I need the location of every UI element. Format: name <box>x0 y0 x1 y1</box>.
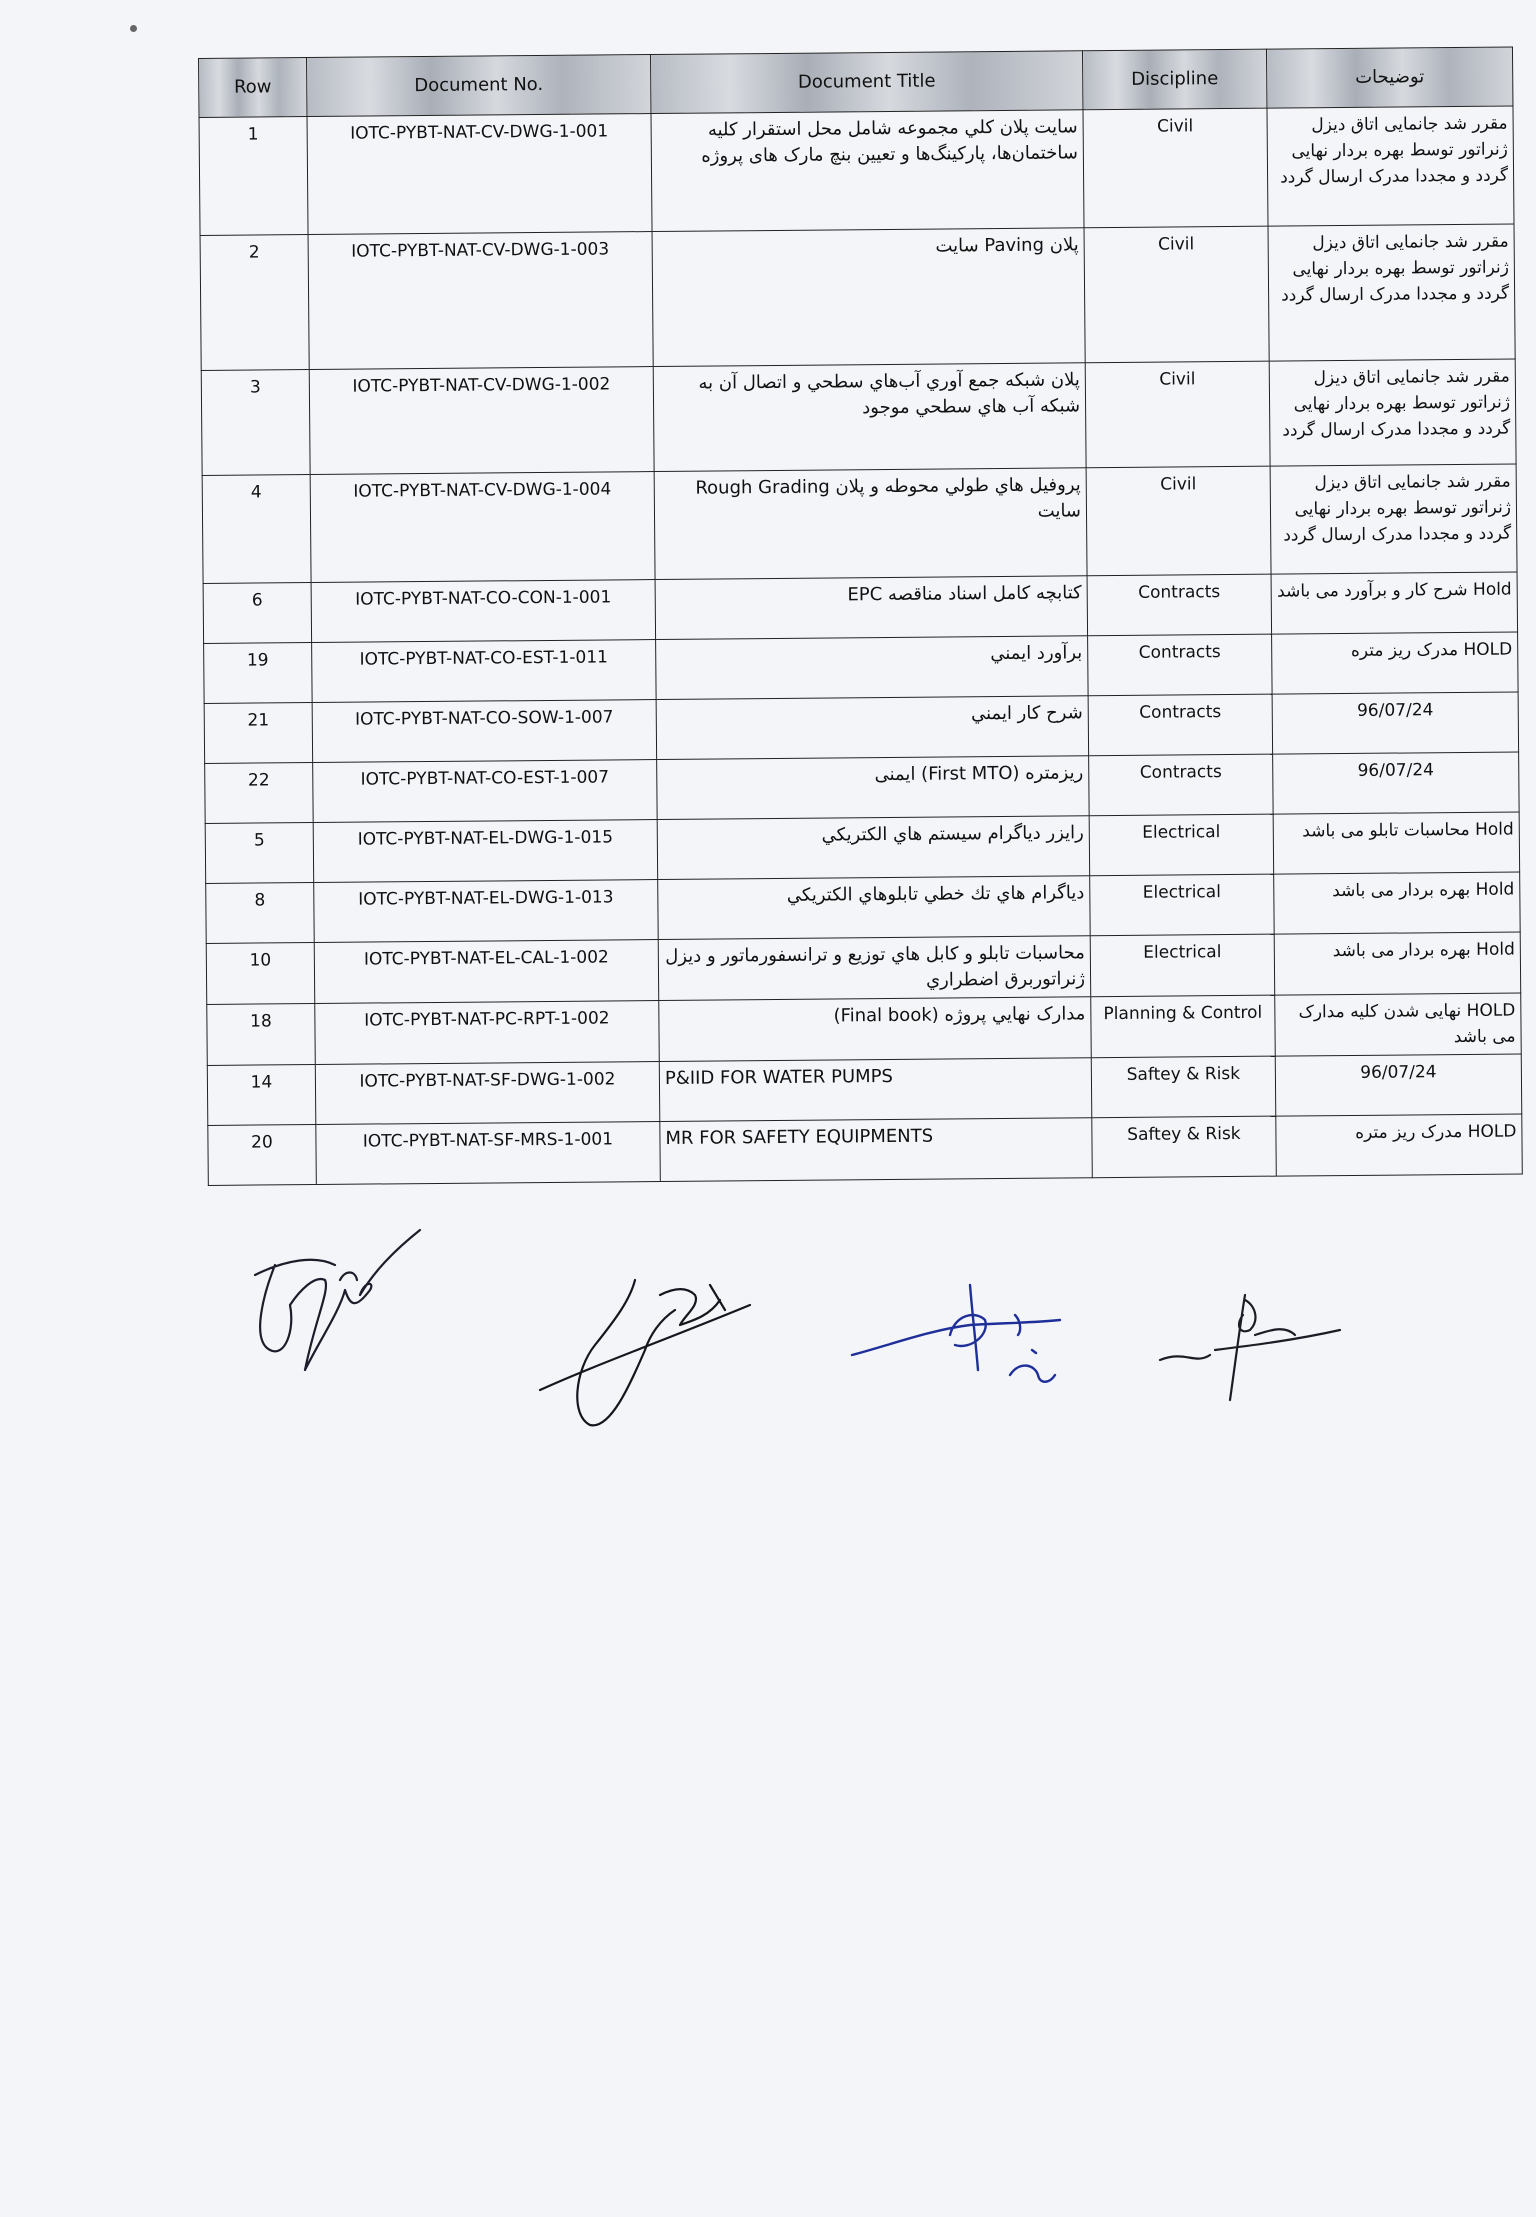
table-row <box>208 1114 1522 1185</box>
document-number: IOTC-PYBT-NAT-CV-DWG-1-004 <box>310 472 655 583</box>
signature-stroke <box>540 1280 750 1425</box>
document-title: رایزر دیاگرام سیستم هاي الکتریکي <box>657 816 1090 880</box>
signature-stroke <box>255 1230 420 1370</box>
document-title: دیاگرام هاي تك خطي تابلوهاي الکتریکي <box>658 876 1091 940</box>
row-number: 19 <box>204 643 313 704</box>
document-number: IOTC-PYBT-NAT-CO-CON-1-001 <box>311 580 656 643</box>
table-row <box>200 224 1515 370</box>
remarks: Hold بهره بردار می باشد <box>1274 872 1521 934</box>
discipline: Civil <box>1083 108 1268 228</box>
discipline: Contracts <box>1088 634 1273 696</box>
discipline: Contracts <box>1087 574 1272 636</box>
row-number: 5 <box>205 823 314 884</box>
discipline: Saftey & Risk <box>1091 1056 1276 1118</box>
discipline: Electrical <box>1090 874 1275 936</box>
row-number: 3 <box>201 370 310 476</box>
remarks: Hold شرح کار و برآورد می باشد <box>1271 572 1518 634</box>
row-number: 18 <box>207 1004 316 1066</box>
document-title: پلان شبکه جمع آوري آب‌هاي سطحي و اتصال آن به شبکه آب هاي سطحي موجود <box>653 363 1086 472</box>
row-number: 2 <box>200 235 309 371</box>
remarks: مقرر شد جانمایی اتاق دیزل ژنراتور توسط بهره بردار نهایی گردد و مجددا مدرک ارسال گردد <box>1269 359 1516 466</box>
signature-stroke <box>1160 1295 1340 1400</box>
row-number: 14 <box>207 1065 316 1126</box>
document-title: محاسبات تابلو و کابل هاي توزیع و ترانسفورماتور و دیزل ژنراتوربرق اضطراري <box>658 936 1091 1001</box>
header-row-number: Row <box>199 58 308 118</box>
table-row <box>206 932 1520 1004</box>
document-title: مدارک نهایي پروژه (Final book) <box>659 997 1092 1062</box>
document-number: IOTC-PYBT-NAT-CO-SOW-1-007 <box>312 700 657 763</box>
document-number: IOTC-PYBT-NAT-EL-CAL-1-002 <box>314 940 659 1004</box>
document-title: MR FOR SAFETY EQUIPMENTS <box>660 1118 1093 1182</box>
signature-2 <box>535 1265 775 1440</box>
document-sheet <box>198 47 1522 1230</box>
document-number: IOTC-PYBT-NAT-CO-EST-1-011 <box>312 640 657 703</box>
remarks: 96/07/24 <box>1272 692 1519 754</box>
signature-3 <box>850 1275 1100 1395</box>
remarks: 96/07/24 <box>1275 1054 1522 1116</box>
remarks: HOLD مدرک ریز متره <box>1272 632 1519 694</box>
discipline: Electrical <box>1089 814 1274 876</box>
document-title: ریزمتره (First MTO) ایمنی <box>657 756 1090 820</box>
document-title: برآورد ایمني <box>656 636 1089 700</box>
discipline: Contracts <box>1089 754 1274 816</box>
signature-stroke <box>852 1285 1060 1382</box>
document-title: P&IID FOR WATER PUMPS <box>659 1058 1092 1122</box>
remarks: مقرر شد جانمایی اتاق دیزل ژنراتور توسط بهره بردار نهایی گردد و مجددا مدرک ارسال گردد <box>1268 224 1515 361</box>
scan-speck <box>130 25 137 32</box>
document-number: IOTC-PYBT-NAT-SF-MRS-1-001 <box>316 1122 661 1185</box>
document-number: IOTC-PYBT-NAT-CV-DWG-1-003 <box>308 232 653 370</box>
document-title: شرح کار ایمني <box>656 696 1089 760</box>
remarks: HOLD مدرک ریز متره <box>1276 1114 1523 1176</box>
header-remarks: توضیحات <box>1266 47 1513 108</box>
documents-table <box>198 47 1523 1186</box>
document-number: IOTC-PYBT-NAT-PC-RPT-1-002 <box>315 1001 660 1065</box>
discipline: Saftey & Risk <box>1092 1116 1277 1178</box>
discipline: Contracts <box>1088 694 1273 756</box>
table-row <box>199 106 1514 235</box>
document-number: IOTC-PYBT-NAT-EL-DWG-1-015 <box>313 820 658 883</box>
remarks: 96/07/24 <box>1273 752 1520 814</box>
row-number: 22 <box>205 763 314 824</box>
row-number: 21 <box>204 703 313 764</box>
table-row <box>207 993 1521 1065</box>
remarks: مقرر شد جانمایی اتاق دیزل ژنراتور توسط بهره بردار نهایی گردد و مجددا مدرک ارسال گردد <box>1267 106 1514 226</box>
remarks: Hold بهره بردار می باشد <box>1274 932 1521 995</box>
remarks: HOLD نهایی شدن کلیه مدارک می باشد <box>1275 993 1522 1056</box>
document-number: IOTC-PYBT-NAT-CV-DWG-1-001 <box>307 114 652 235</box>
document-number: IOTC-PYBT-NAT-CV-DWG-1-002 <box>309 367 654 475</box>
document-title: پلان Paving سایت <box>652 228 1085 367</box>
document-number: IOTC-PYBT-NAT-SF-DWG-1-002 <box>315 1062 660 1125</box>
signature-1 <box>245 1220 445 1390</box>
document-number: IOTC-PYBT-NAT-EL-DWG-1-013 <box>314 880 659 943</box>
header-document-title: Document Title <box>650 51 1082 114</box>
row-number: 1 <box>199 117 308 236</box>
discipline: Electrical <box>1090 934 1275 997</box>
discipline: Civil <box>1085 361 1270 468</box>
document-title: پروفیل هاي طولي محوطه و پلان Rough Grading سایت <box>654 468 1087 580</box>
discipline: Civil <box>1086 466 1271 576</box>
header-discipline: Discipline <box>1082 49 1267 110</box>
row-number: 8 <box>206 883 315 944</box>
remarks: مقرر شد جانمایی اتاق دیزل ژنراتور توسط بهره بردار نهایی گردد و مجددا مدرک ارسال گردد <box>1270 464 1517 574</box>
row-number: 4 <box>202 475 311 584</box>
remarks: Hold محاسبات تابلو می باشد <box>1273 812 1520 874</box>
discipline: Planning & Control <box>1091 995 1276 1058</box>
table-row <box>201 359 1516 475</box>
document-number: IOTC-PYBT-NAT-CO-EST-1-007 <box>313 760 658 823</box>
discipline: Civil <box>1084 226 1269 363</box>
document-title: سایت پلان کلي مجموعه شامل محل استقرار کلیه ساختمان‌ها، پارکینگ‌ها و تعیین بنچ مارک های پروژه <box>651 110 1084 232</box>
header-document-no: Document No. <box>307 55 652 117</box>
document-title: کتابچه کامل اسناد مناقصه EPC <box>655 576 1088 640</box>
row-number: 10 <box>206 943 315 1005</box>
row-number: 20 <box>208 1125 317 1186</box>
row-number: 6 <box>203 583 312 644</box>
signature-4 <box>1155 1285 1345 1410</box>
table-row <box>202 464 1517 583</box>
